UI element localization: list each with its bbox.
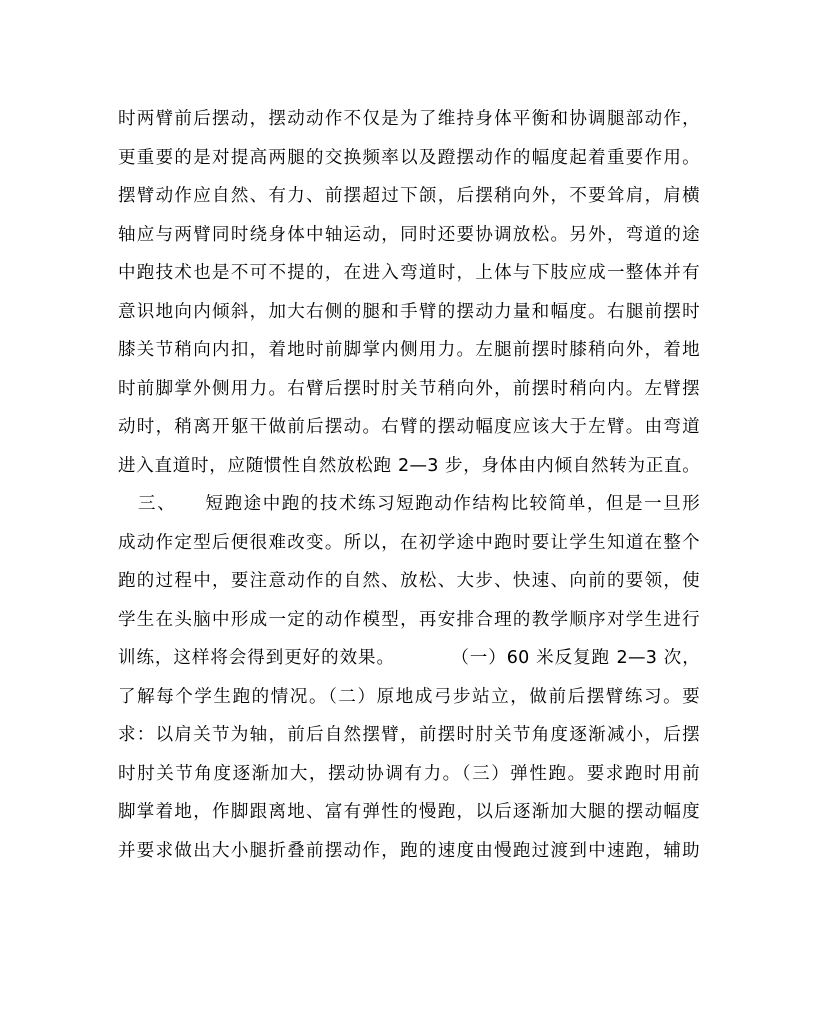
text-line: 时前脚掌外侧用力。右臂后摆时肘关节稍向外，前摆时稍向内。左臂摆 [118,378,700,399]
text-line: 轴应与两臂同时绕身体中轴运动，同时还要协调放松。另外，弯道的途 [118,224,700,245]
text-line: 跑的过程中，要注意动作的自然、放松、大步、快速、向前的要领，使 [118,571,700,591]
text-line: 训练，这样将会得到更好的效果。 （一）60 米反复跑 2—3 次， [118,648,700,668]
text-line: 中跑技术也是不可不提的，在进入弯道时，上体与下肢应成一整体并有 [118,263,700,283]
text-line: 时两臂前后摆动，摆动动作不仅是为了维持身体平衡和协调腿部动作， [118,109,700,129]
text-line: 更重要的是对提高两腿的交换频率以及蹬摆动作的幅度起着重要作用。 [118,147,700,168]
text-line: 求：以肩关节为轴，前后自然摆臂，前摆时肘关节角度逐渐减小，后摆 [118,725,700,745]
text-line: 意识地向内倾斜，加大右侧的腿和手臂的摆动力量和幅度。右腿前摆时 [118,301,700,322]
text-line: 膝关节稍向内扣，着地时前脚掌内侧用力。左腿前摆时膝稍向外，着地 [118,340,700,360]
text-line: 时肘关节角度逐渐加大，摆动协调有力。（三）弹性跑。要求跑时用前 [118,763,700,784]
text-line: 摆臂动作应自然、有力、前摆超过下颌，后摆稍向外，不要耸肩，肩横 [118,186,700,206]
text-line: 进入直道时，应随惯性自然放松跑 2—3 步，身体由内倾自然转为正直。 [118,455,700,476]
text-line: 成动作定型后便很难改变。所以，在初学途中跑时要让学生知道在整个 [118,532,700,553]
text-line: 动时，稍离开躯干做前后摆动。右臂的摆动幅度应该大于左臂。由弯道 [118,417,700,437]
body-text [118,100,700,870]
text-line: 脚掌着地，作脚跟离地、富有弹性的慢跑，以后逐渐加大腿的摆动幅度 [118,802,700,822]
text-line: 了解每个学生跑的情况。（二）原地成弓步站立，做前后摆臂练习。要 [118,686,700,707]
text-line: 学生在头脑中形成一定的动作模型，再安排合理的教学顺序对学生进行 [118,609,700,630]
text-line: 并要求做出大小腿折叠前摆动作，跑的速度由慢跑过渡到中速跑，辅助 [118,840,700,861]
section-heading-line: 三、 短跑途中跑的技术练习短跑动作结构比较简单，但是一旦形 [138,494,700,514]
